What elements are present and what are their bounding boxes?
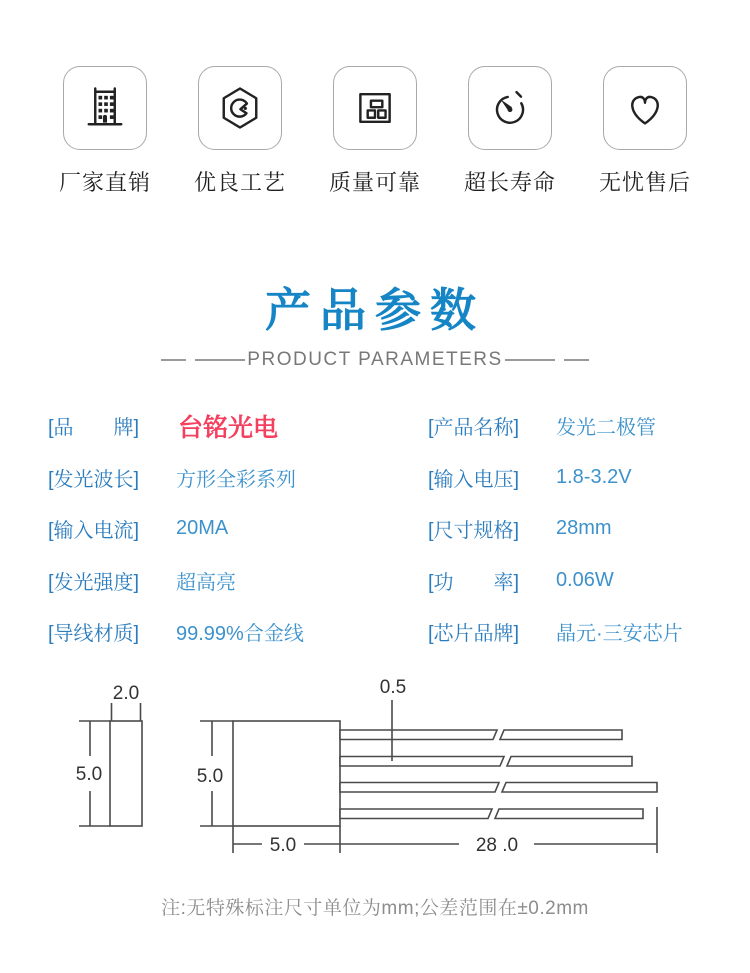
param-label: [功 率] [428, 571, 520, 594]
param-label: [发光波长] [48, 468, 140, 491]
feature-label: 质量可靠 [328, 170, 421, 195]
building-icon [79, 82, 131, 134]
param-row-luminous-intensity [48, 567, 428, 593]
param-value-brand: 台铭光电 [178, 413, 279, 442]
parameter-column-left [48, 413, 428, 645]
dash-divider [195, 359, 245, 361]
feature-icon-box [468, 66, 552, 150]
feature-icon-box [603, 66, 687, 150]
param-row-brand [48, 413, 428, 442]
section-title-block [0, 285, 750, 371]
page-subtitle: PRODUCT PARAMETERS [247, 348, 503, 370]
dim-body-height: 5.0 [196, 765, 224, 787]
dim-lead-length: 28 .0 [475, 834, 519, 856]
parameter-column-right [428, 413, 750, 645]
feature-icon-box [333, 66, 417, 150]
feature-label: 无忧售后 [598, 170, 691, 195]
dash-divider [505, 359, 555, 361]
param-value: 0.06W [556, 568, 614, 591]
param-row-wire-material [48, 619, 428, 645]
feature-icon-box [63, 66, 147, 150]
param-row-chip-brand [428, 619, 750, 645]
feature-badge-row [0, 0, 750, 197]
param-row-input-current [48, 516, 428, 542]
feature-reliable-quality [320, 66, 430, 197]
param-label: [输入电压] [428, 468, 520, 491]
param-label: [品 牌] [48, 417, 140, 440]
param-label: [产品名称] [428, 417, 520, 440]
param-row-product-name [428, 413, 750, 439]
param-label: [发光强度] [48, 571, 140, 594]
param-value: 1.8-3.2V [556, 465, 632, 488]
feature-fine-craft [185, 66, 295, 197]
param-value: 发光二极管 [556, 417, 656, 440]
lead-wires [340, 730, 657, 819]
dim-side-height: 5.0 [75, 763, 103, 785]
param-value: 超高亮 [176, 571, 236, 594]
feature-factory-direct [50, 66, 160, 197]
param-row-input-voltage [428, 464, 750, 490]
param-value: 99.99%合金线 [176, 623, 304, 646]
feature-after-sales [590, 66, 700, 197]
param-value: 方形全彩系列 [176, 468, 296, 491]
param-label: [芯片品牌] [428, 623, 520, 646]
quality-boxes-icon [349, 82, 401, 134]
dimension-drawing [0, 659, 750, 881]
dash-divider [564, 359, 589, 361]
dash-divider [161, 359, 186, 361]
dim-side-width: 2.0 [112, 682, 140, 704]
param-value: 20MA [176, 517, 229, 540]
subtitle-row [0, 349, 750, 371]
dim-body-width: 5.0 [269, 834, 297, 856]
parameter-list [0, 413, 750, 645]
param-value: 28mm [556, 517, 612, 540]
param-value: 晶元·三安芯片 [556, 623, 683, 646]
feature-label: 超长寿命 [463, 170, 556, 195]
param-label: [输入电流] [48, 520, 140, 543]
param-row-size-spec [428, 516, 750, 542]
dim-lead-thickness: 0.5 [379, 676, 407, 698]
param-row-power [428, 567, 750, 593]
hexagon-craft-icon [214, 82, 266, 134]
front-view-figure [197, 677, 657, 856]
feature-label: 厂家直销 [58, 170, 151, 195]
heart-icon [619, 82, 671, 134]
page-title: 产品参数 [265, 284, 485, 336]
unit-tolerance-note: 注:无特殊标注尺寸单位为mm;公差范围在±0.2mm [161, 897, 589, 919]
param-row-wavelength [48, 464, 428, 490]
param-label: [导线材质] [48, 623, 140, 646]
feature-icon-box [198, 66, 282, 150]
side-view-figure [76, 683, 142, 826]
feature-label: 优良工艺 [193, 170, 286, 195]
stopwatch-icon [484, 82, 536, 134]
feature-long-life [455, 66, 565, 197]
param-label: [尺寸规格] [428, 520, 520, 543]
